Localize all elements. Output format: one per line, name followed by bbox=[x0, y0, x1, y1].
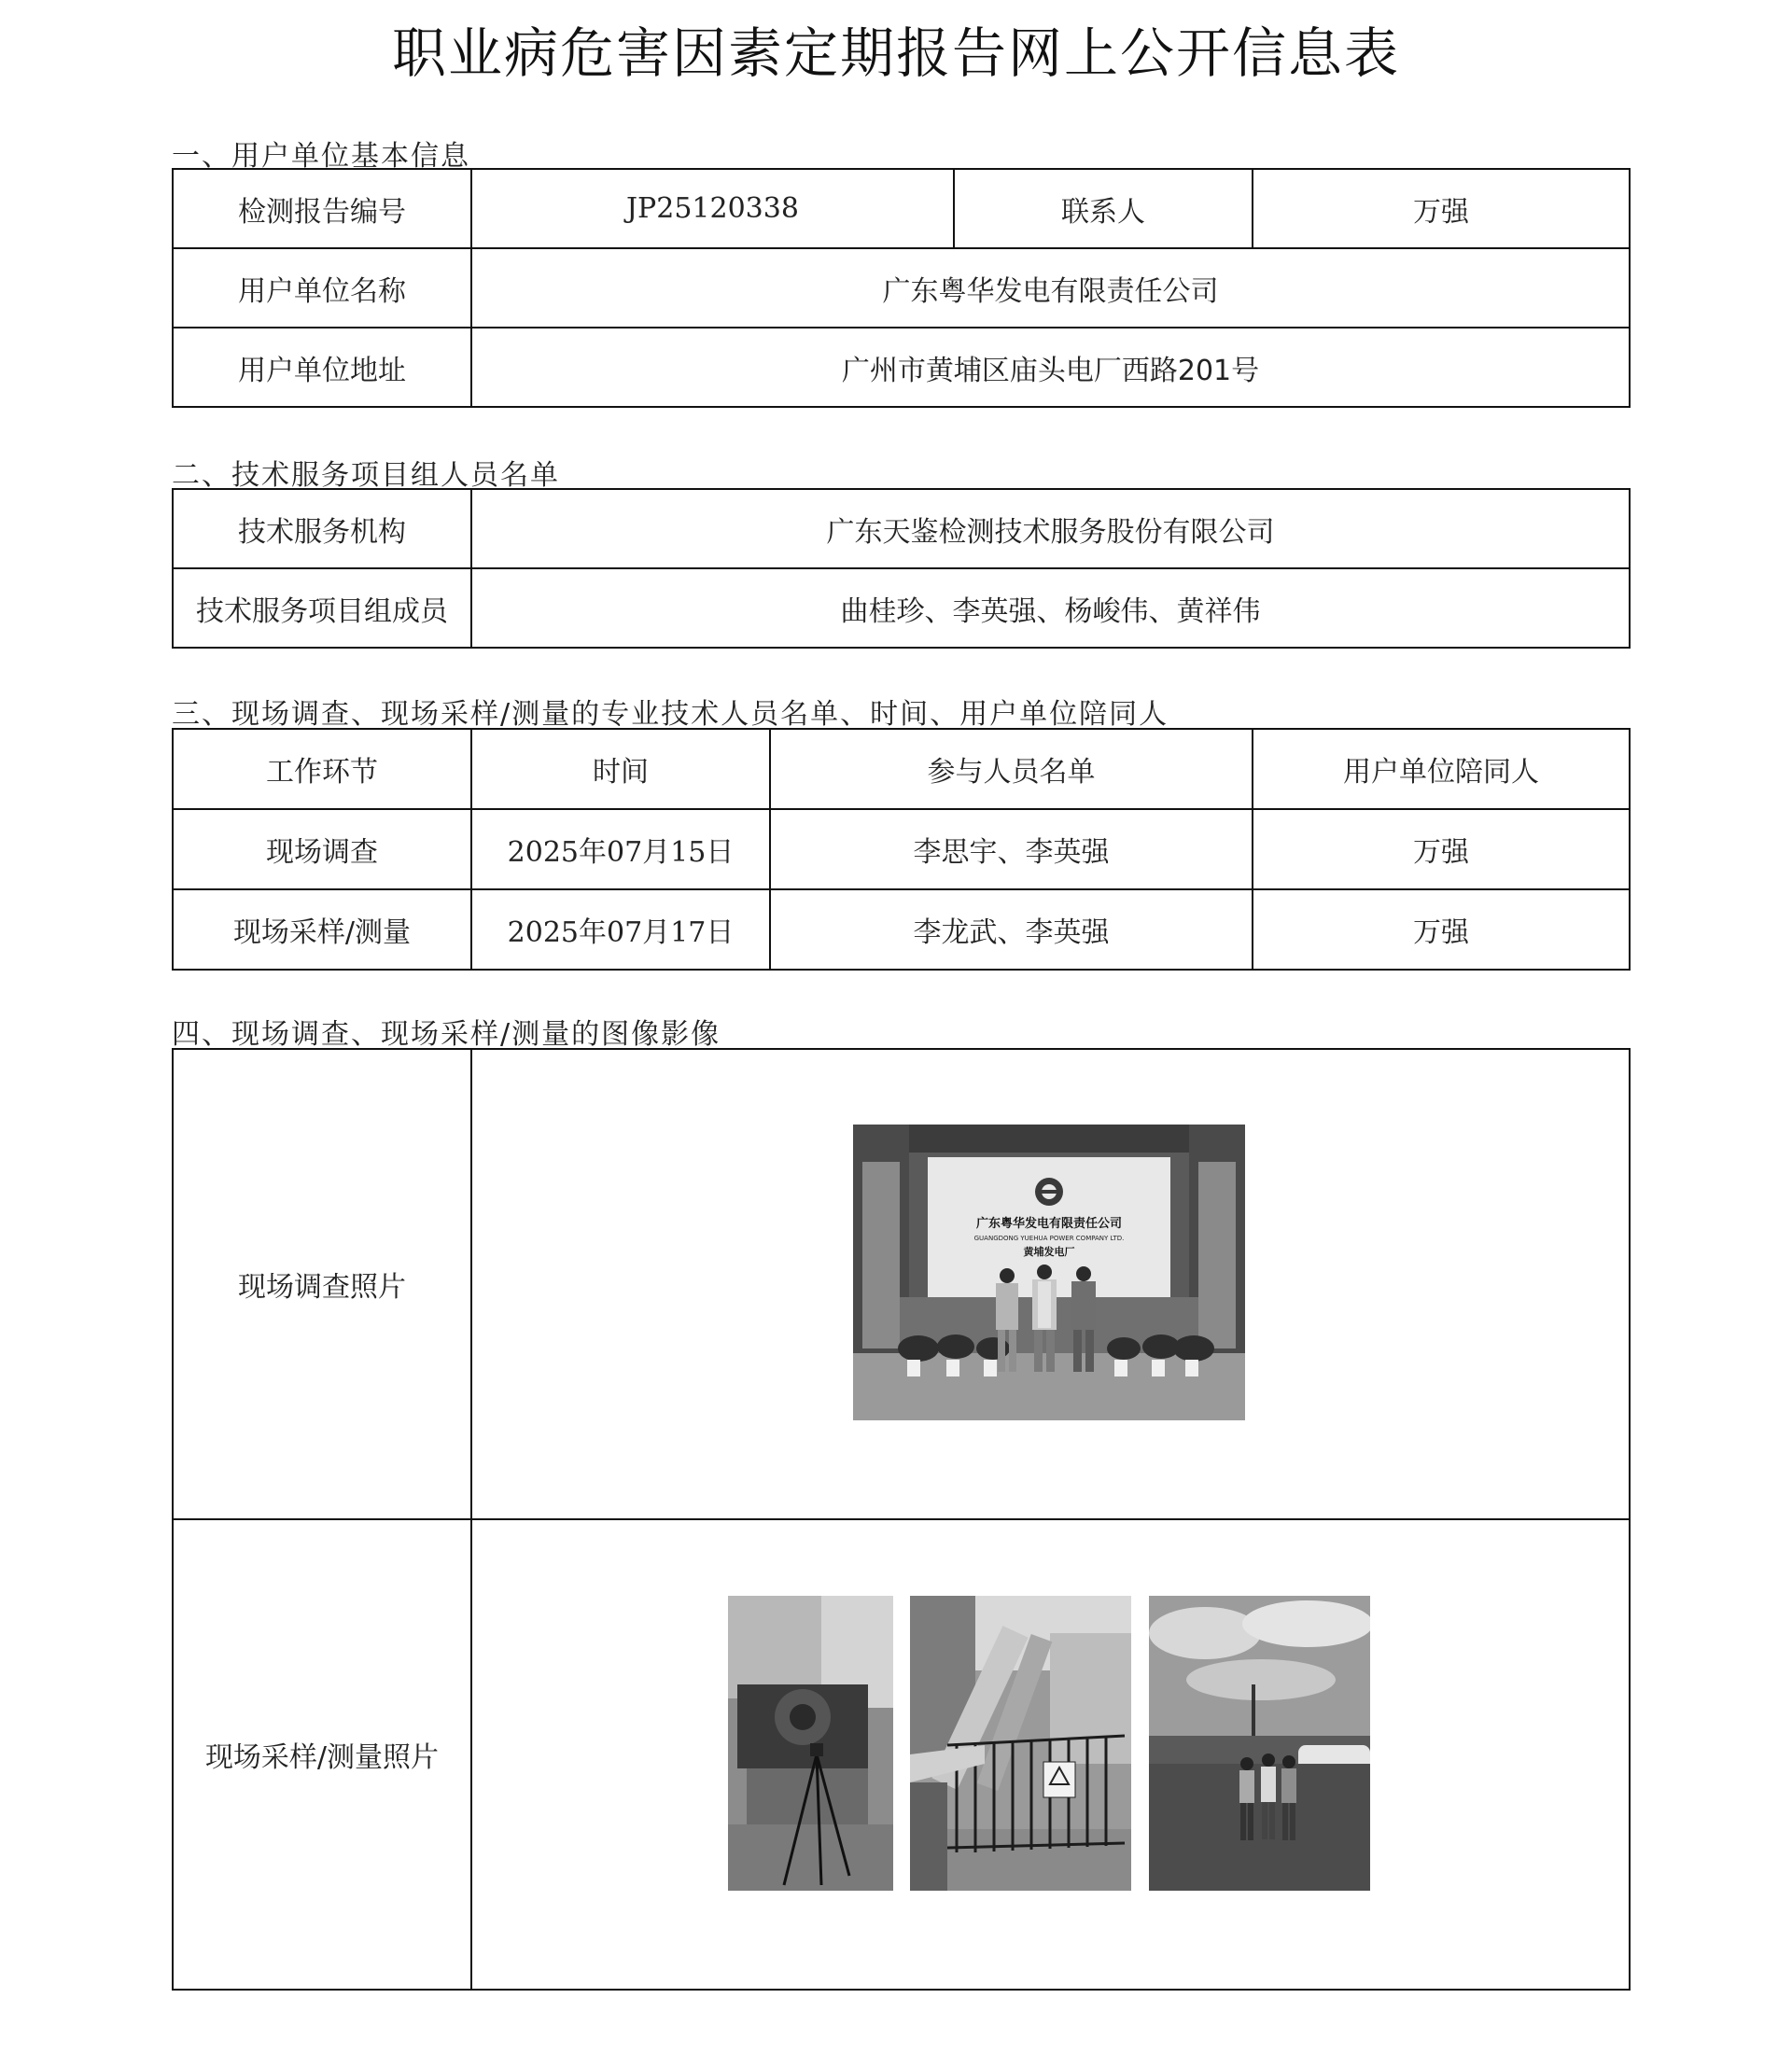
section3-heading: 三、现场调查、现场采样/测量的专业技术人员名单、时间、用户单位陪同人 bbox=[172, 698, 1169, 731]
org-label: 技术服务机构 bbox=[173, 489, 471, 568]
contact-value: 万强 bbox=[1253, 169, 1630, 248]
col-header: 时间 bbox=[471, 729, 770, 809]
col-header: 工作环节 bbox=[173, 729, 471, 809]
escort: 万强 bbox=[1253, 809, 1630, 889]
members-label: 技术服务项目组成员 bbox=[173, 568, 471, 648]
team-table bbox=[172, 488, 1631, 649]
org-value: 广东天鉴检测技术服务股份有限公司 bbox=[471, 489, 1630, 568]
survey-photo bbox=[853, 1125, 1245, 1420]
sign-english-text: GUANGDONG YUEHUA POWER COMPANY LTD. bbox=[973, 1235, 1125, 1242]
survey-photo-label: 现场调查照片 bbox=[173, 1049, 471, 1519]
company-label: 用户单位名称 bbox=[173, 248, 471, 328]
participants: 李龙武、李英强 bbox=[770, 889, 1253, 970]
contact-label: 联系人 bbox=[954, 169, 1253, 248]
work-stage: 现场调查 bbox=[173, 809, 471, 889]
escort: 万强 bbox=[1253, 889, 1630, 970]
col-header: 参与人员名单 bbox=[770, 729, 1253, 809]
participants: 李思宇、李英强 bbox=[770, 809, 1253, 889]
sampling-photo-1-image bbox=[728, 1596, 893, 1891]
basic-info-table bbox=[172, 168, 1631, 408]
address-label: 用户单位地址 bbox=[173, 328, 471, 407]
table-header-row bbox=[173, 729, 1630, 809]
fieldwork-table bbox=[172, 728, 1631, 971]
address-value: 广州市黄埔区庙头电厂西路201号 bbox=[471, 328, 1630, 407]
report-no-label: 检测报告编号 bbox=[173, 169, 471, 248]
sampling-photo-3 bbox=[1149, 1596, 1370, 1891]
company-value: 广东粤华发电有限责任公司 bbox=[471, 248, 1630, 328]
sign-plant-text: 黄埔发电厂 bbox=[1023, 1246, 1075, 1258]
sign-company-text: 广东粤华发电有限责任公司 bbox=[975, 1217, 1123, 1231]
work-date: 2025年07月17日 bbox=[471, 889, 770, 970]
sampling-photo-2 bbox=[910, 1596, 1131, 1891]
work-date: 2025年07月15日 bbox=[471, 809, 770, 889]
table-row bbox=[173, 809, 1630, 889]
sampling-photo-1 bbox=[728, 1596, 893, 1891]
members-value: 曲桂珍、李英强、杨峻伟、黄祥伟 bbox=[471, 568, 1630, 648]
work-stage: 现场采样/测量 bbox=[173, 889, 471, 970]
section4-heading: 四、现场调查、现场采样/测量的图像影像 bbox=[172, 1018, 721, 1051]
col-header: 用户单位陪同人 bbox=[1253, 729, 1630, 809]
sampling-photo-2-image bbox=[910, 1596, 1131, 1891]
survey-photo-image bbox=[853, 1125, 1245, 1420]
sampling-photo-label: 现场采样/测量照片 bbox=[173, 1519, 471, 1990]
report-no-value: JP25120338 bbox=[471, 169, 954, 248]
page-title: 职业病危害因素定期报告网上公开信息表 bbox=[391, 21, 1400, 85]
section2-heading: 二、技术服务项目组人员名单 bbox=[172, 459, 560, 492]
sampling-photo-3-image bbox=[1149, 1596, 1370, 1891]
table-row bbox=[173, 889, 1630, 970]
section1-heading: 一、用户单位基本信息 bbox=[172, 140, 470, 173]
